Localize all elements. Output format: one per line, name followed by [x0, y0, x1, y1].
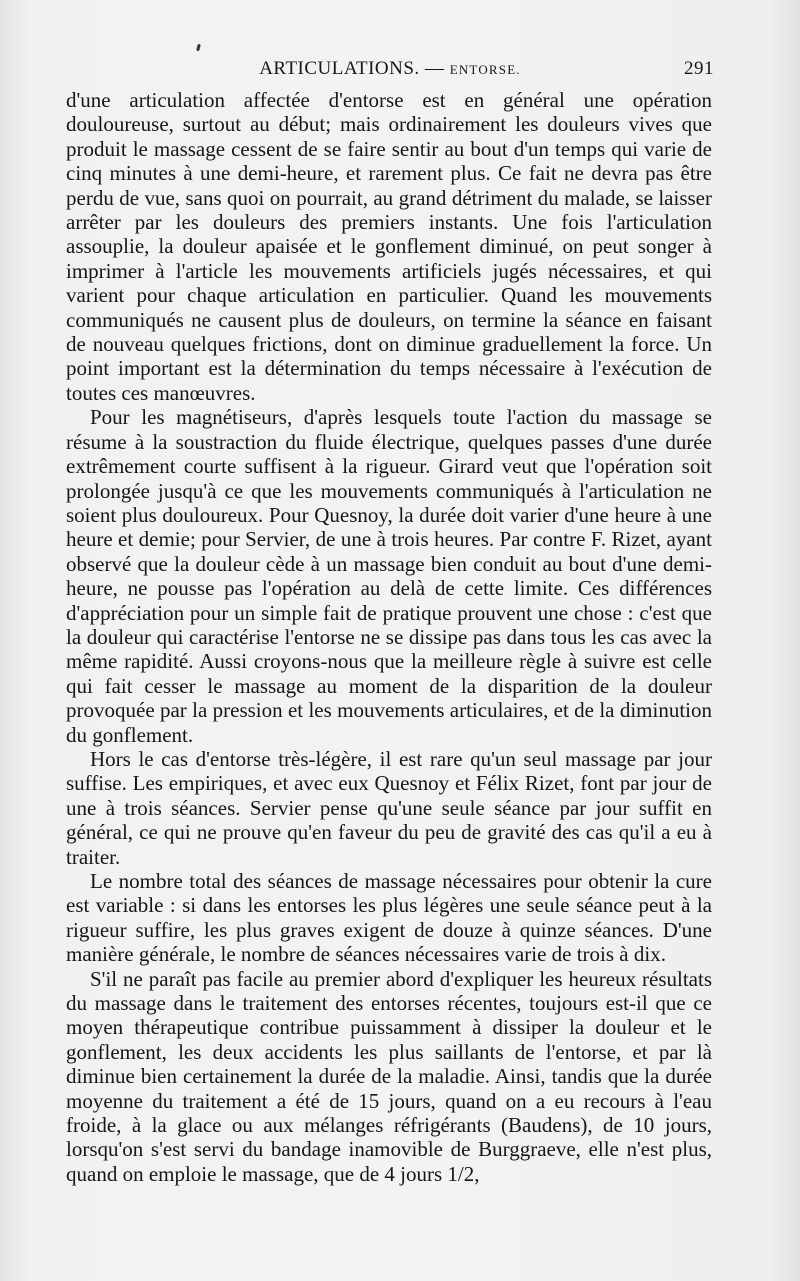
page-header [66, 58, 714, 84]
paragraph-4: Le nombre total des séances de massage nécessaires pour obtenir la cure est variable : si dans les entorses les plus légères une seule séance peut à la rigueur suffire, les plus graves exigent de douze à quinze séances. D'une manière générale, le nombre de séances nécessaires varie de trois à dix. [66, 869, 712, 967]
ink-speck [196, 44, 201, 52]
paragraph-2: Pour les magnétiseurs, d'après lesquels toute l'action du massage se résume à la soustraction du fluide électrique, quelques passes d'une durée extrêmement courte suffisent à la rigueur. Girard veut que l'opération soit prolongée jusqu'à ce que les mouvements communiqués à l'articulation ne soient plus douloureux. Pour Quesnoy, la durée doit varier d'une heure à une heure et demie; pour Servier, de une à trois heures. Par contre F. Rizet, ayant observé que la douleur cède à un massage bien conduit au bout d'une demi-heure, ne pousse pas l'opération au delà de cette limite. Ces différences d'appréciation pour un simple fait de pratique prouvent une chose : c'est que la douleur qui caractérise l'entorse ne se dissipe pas dans tous les cas avec la même rapidité. Aussi croyons-nous que la meilleure règle à suivre est celle qui fait cesser le massage au moment de la disparition de la douleur provoquée par la pression et les mouvements articulaires, et de la diminution du gonflement. [66, 405, 712, 747]
page-number: 291 [684, 58, 714, 79]
running-title-sub: ENTORSE. [449, 62, 521, 77]
body-text [66, 88, 712, 1186]
running-title-main: ARTICULATIONS. [259, 58, 420, 79]
running-title [66, 58, 714, 80]
running-title-dash: — [424, 58, 445, 79]
paragraph-3: Hors le cas d'entorse très-légère, il est rare qu'un seul massage par jour suffise. Les empiriques, et avec eux Quesnoy et Félix Rizet, font par jour de une à trois séances. Servier pense qu'une seule séance par jour suffit en général, ce qui ne prouve qu'en faveur du peu de gravité des cas qu'il a eu à traiter. [66, 746, 712, 869]
paragraph-1: d'une articulation affectée d'entorse est en général une opération douloureuse, surtout au début; mais ordinairement les douleurs vives que produit le massage cessent de se faire sentir au bout d'un temps qui varie de cinq minutes à une demi-heure, et rarement plus. Ce fait ne devra pas être perdu de vue, sans quoi on pourrait, au grand détriment du malade, se laisser arrêter par les douleurs des premiers instants. Une fois l'articulation assouplie, la douleur apaisée et le gonflement diminué, on peut songer à imprimer à l'article les mouvements artificiels jugés nécessaires, et qui varient pour chaque articulation en particulier. Quand les mouvements communiqués ne causent plus de douleurs, on termine la séance en faisant de nouveau quelques frictions, dont on diminue graduellement la force. Un point important est la détermination du temps nécessaire à l'exécution de toutes ces manœuvres. [66, 88, 712, 405]
paragraph-5: S'il ne paraît pas facile au premier abord d'expliquer les heureux résultats du massage dans le traitement des entorses récentes, toujours est-il que ce moyen thérapeutique contribue puissamment à dissiper la douleur et le gonflement, les deux accidents les plus saillants de l'entorse, et par là diminue bien certainement la durée de la maladie. Ainsi, tandis que la durée moyenne du traitement a été de 15 jours, quand on a eu recours à l'eau froide, à la glace ou aux mélanges réfrigérants (Baudens), de 10 jours, lorsqu'on s'est servi du bandage inamovible de Burggraeve, elle n'est plus, quand on emploie le massage, que de 4 jours 1/2, [66, 966, 712, 1186]
